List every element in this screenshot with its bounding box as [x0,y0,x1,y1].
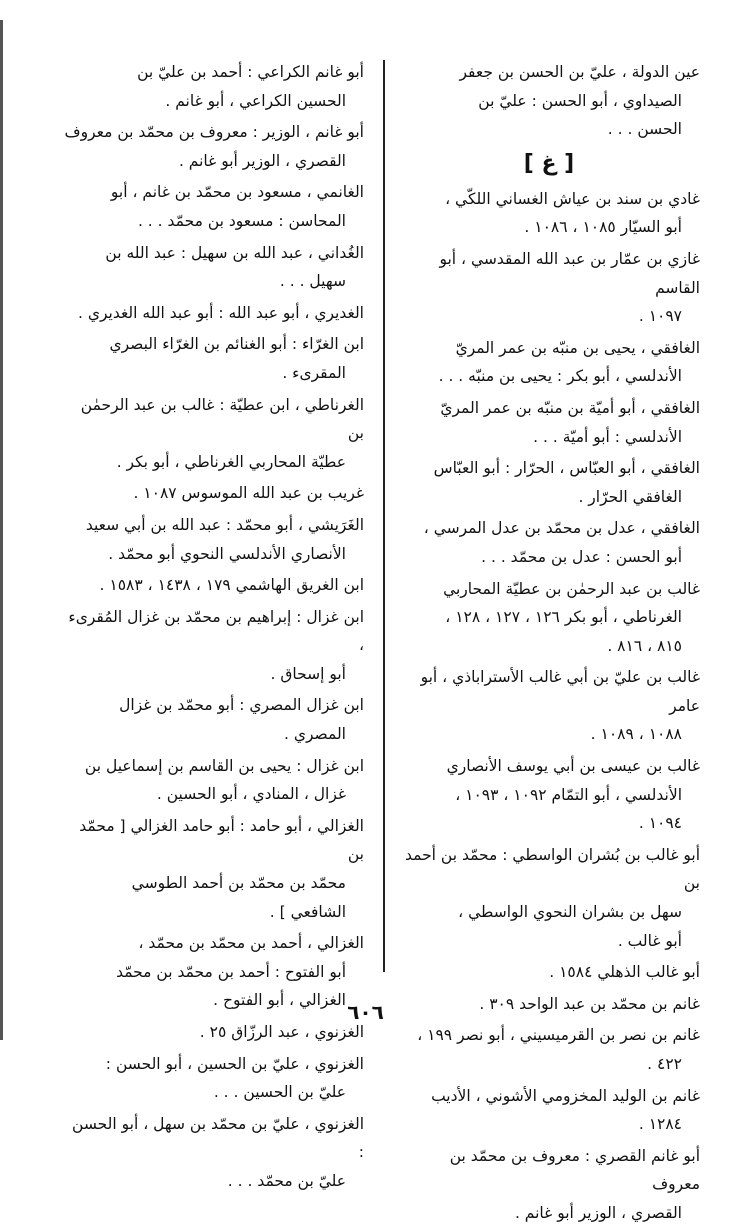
entry-line-first: غادي بن سند بن عياش الغساني اللكّي ، [445,189,700,208]
entry-line-first: غريب بن عبد الله الموسوس ١٠٨٧ . [133,484,364,503]
entry-line-continued: الغزالي ، أبو الفتوح . [213,991,346,1010]
index-entry [62,391,364,477]
entry-line-first: الغافقي ، أبو العبّاس ، الحرّار : أبو العبّاس [433,459,700,478]
entry-line-first: أبو غالب بن بُشران الواسطي : محمّد بن أحمد بن [405,845,700,893]
entry-line-first: غالب بن عبد الرحمٰن بن عطيّة المحاربي [443,579,700,598]
entry-line-continued: سهل بن بشران النحوي الواسطي ، [458,903,682,922]
entry-line-continued: الصيداوي ، أبو الحسن : عليّ بن [478,91,682,110]
entry-line-first: ابن غزال : إبراهيم بن محمّد بن غزال المُقرىء ، [68,607,364,655]
entry-line-continued: المحاسن : مسعود بن محمّد . . . [137,211,346,230]
entry-line-continued: الحسين الكراعي ، أبو غانم . [165,91,346,110]
entry-line-first: غانم بن محمّد بن عبد الواحد ٣٠٩ . [479,994,700,1013]
entry-line-continued: عطيّة المحاربي الغرناطي ، أبو بكر . [116,452,346,471]
entry-line-continued: القصري ، الوزير أبو غانم . [178,151,346,170]
letter-heading: [ غ ] [523,150,575,176]
right-column [398,58,700,1231]
index-entry [62,479,364,508]
entry-line-continued: الأندلسي ، أبو التمّام ١٠٩٢ ، ١٠٩٣ ، [455,785,682,804]
column-divider [383,60,385,972]
entry-line-first: غالب بن عليّ بن أبي غالب الأستراباذي ، أبو عامر [420,668,700,715]
entry-line-first: أبو غانم ، الوزير : معروف بن محمّد بن معروف [64,123,364,142]
index-entry [398,575,700,661]
index-entry [62,178,364,235]
entry-line-continued: أبو الحسن : عدل بن محمّد . . . [481,547,682,566]
index-entry [398,185,700,242]
entry-line-first: الغزنوي ، عبد الرزّاق ٢٥ . [199,1023,364,1041]
entry-line-continued: الغرناطي ، أبو بكر ١٢٦ ، ١٢٧ ، ١٢٨ ، [445,608,682,627]
index-entry [62,1110,364,1196]
entry-line-first: ابن الغرّاء : أبو الغنائم بن الغرّاء البصري [109,335,364,354]
entry-line-continued: الغافقي الحرّار . [578,487,682,506]
entry-line-first: غانم بن نصر بن القرميسيني ، أبو نصر ١٩٩ ، [417,1026,700,1045]
entry-line-continued: ١٢٨٤ . [638,1115,682,1134]
entry-line-continued: غزال ، المنادي ، أبو الحسين . [156,785,346,804]
entry-line-continued: سهيل . . . [279,272,346,291]
index-entry [62,239,364,296]
index-entry [62,511,364,568]
entry-line-continued: أبو إسحاق . [270,664,346,683]
index-entry [62,1050,364,1107]
entry-line-first: ابن الغريق الهاشمي ١٧٩ ، ١٤٣٨ ، ١٥٨٣ . [99,576,364,595]
entry-line-first: الغانمي ، مسعود بن محمّد بن غانم ، أبو [110,183,364,202]
index-entry [398,1082,700,1139]
entry-line-first: الغافقي ، يحيى بن منبّه بن عمر المريّ [455,338,700,357]
index-entry [62,752,364,809]
entry-line-continued: الأنصاري الأندلسي النحوي أبو محمّد . [108,544,346,563]
index-entry [398,752,700,838]
left-column [62,58,364,1199]
entry-line-continued: الأندلسي : أبو أميّة . . . [533,427,682,446]
entry-line-continued: أبو السيّار ١٠٨٥ ، ١٠٨٦ . [524,218,682,237]
page-number: ٦٠٦ [347,1000,384,1024]
entry-line-continued: ٤٢٢ . [647,1055,682,1073]
index-entry [398,958,700,987]
entry-line-first: الغافقي ، عدل بن محمّد بن عدل المرسي ، [423,519,700,538]
entry-line-first: غالب بن عيسى بن أبي يوسف الأنصاري [446,757,700,776]
index-entry [62,330,364,387]
index-entry [62,691,364,748]
index-entry [62,571,364,600]
entry-line-continued: الحسن . . . [607,120,682,139]
entry-line-continued: أبو الفتوح : أحمد بن محمّد بن محمّد [116,962,346,981]
entry-line-first: الغزنوي ، عليّ بن محمّد بن سهل ، أبو الحسن : [72,1114,364,1162]
entry-line-first: غازي بن عمّار بن عبد الله المقدسي ، أبو القاسم [439,249,700,297]
index-entry [398,841,700,955]
index-entry [62,603,364,689]
index-entry [398,454,700,511]
entry-line-first: الغزالي ، أحمد بن محمّد بن محمّد ، [138,934,364,953]
index-entry [398,58,700,144]
index-entry [398,394,700,451]
index-entry [62,58,364,115]
entry-line-continued: ١٠٩٤ . [638,814,682,833]
index-entry [398,334,700,391]
entry-line-first: غانم بن الوليد المخزومي الأشوني ، الأديب [431,1086,700,1105]
entry-line-first: الغزنوي ، عليّ بن الحسين ، أبو الحسن : [105,1054,364,1073]
index-entry [398,1142,700,1228]
entry-line-continued: ١٠٩٧ . [638,307,682,326]
entry-line-continued: ١٠٨٨ ، ١٠٨٩ . [590,725,682,744]
entry-line-first: الغديري ، أبو عبد الله : أبو عبد الله الغديري . [77,303,364,322]
entry-line-first: الغرناطي ، ابن عطيّة : غالب بن عبد الرحمٰن بن [80,395,364,443]
entry-line-first: الغافقي ، أبو أميّة بن منبّه بن عمر المريّ [440,398,700,417]
index-entry [62,299,364,328]
entry-line-continued: المصري . [284,725,346,744]
index-entry [398,245,700,331]
entry-line-continued: المقرىء . [282,363,346,382]
entry-line-first: أبو غانم القصري : معروف بن محمّد بن معروف [449,1146,700,1194]
entry-line-continued: ٨١٥ ، ٨١٦ . [607,636,682,655]
entry-line-first: أبو غانم الكراعي : أحمد بن عليّ بن [137,63,364,81]
entry-line-first: أبو غالب الذهلي ١٥٨٤ . [549,963,700,982]
page-edge-line [0,20,3,1040]
entry-line-continued: القصري ، الوزير أبو غانم . [514,1203,682,1222]
index-entry [398,514,700,571]
entry-line-continued: الأندلسي ، أبو بكر : يحيى بن منبّه . . . [438,367,682,386]
entry-line-first: الغَرَيشي ، أبو محمّد : عبد الله بن أبي سعيد [85,515,364,534]
entry-line-continued: عليّ بن محمّد . . . [227,1171,346,1190]
entry-line-continued: محمّد بن محمّد بن أحمد الطوسي [131,874,346,893]
entry-line-first: ابن غزال : يحيى بن القاسم بن إسماعيل بن [84,756,364,775]
index-entry [62,812,364,926]
entry-line-continued: الشافعي ] . [269,902,346,921]
index-entry [398,1021,700,1078]
entry-line-continued: أبو غالب . [617,931,682,950]
entry-line-continued: عليّ بن الحسين . . . [213,1083,346,1102]
entry-line-first: ابن غزال المصري : أبو محمّد بن غزال [119,696,364,715]
entry-line-first: الغزالي ، أبو حامد : أبو حامد الغزالي [ محمّد بن [79,816,364,864]
entry-line-first: عين الدولة ، عليّ بن الحسن بن جعفر [459,63,700,81]
index-entry [62,118,364,175]
entry-line-first: الغُداني ، عبد الله بن سهيل : عبد الله بن [105,243,364,262]
index-entry [398,663,700,749]
